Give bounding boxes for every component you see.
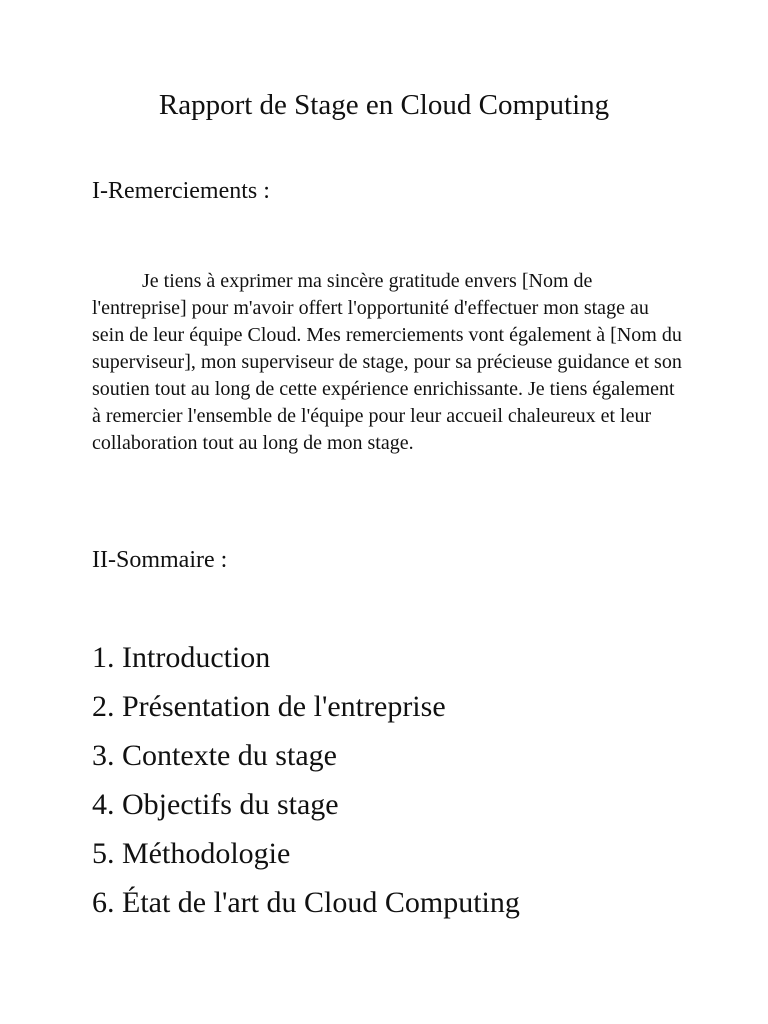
sommaire-item-objectifs: 4. Objectifs du stage xyxy=(92,788,339,821)
heading-remerciements: I-Remerciements : xyxy=(92,178,270,204)
sommaire-item-introduction: 1. Introduction xyxy=(92,641,271,674)
sommaire-list xyxy=(92,633,520,927)
sommaire-item-etat-de-l-art: 6. État de l'art du Cloud Computing xyxy=(92,886,520,919)
document-title: Rapport de Stage en Cloud Computing xyxy=(158,89,610,121)
sommaire-item-presentation: 2. Présentation de l'entreprise xyxy=(92,690,446,723)
remerciements-paragraph: Je tiens à exprimer ma sincère gratitude envers [Nom de l'entreprise] pour m'avoir offert l'opportunité d'effectuer mon stage au sein de leur équipe Cloud. Mes remerciements vont également à [Nom du superviseur], mon superviseur de stage, pour sa précieuse guidance et son soutien tout au long de cette expérience enrichissante. Je tiens également à remercier l'ensemble de l'équipe pour leur accueil chaleureux et leur collaboration tout au long de mon stage. xyxy=(92,270,682,454)
sommaire-item-methodologie: 5. Méthodologie xyxy=(92,837,291,870)
heading-sommaire: II-Sommaire : xyxy=(92,547,228,573)
sommaire-item-contexte: 3. Contexte du stage xyxy=(92,739,337,772)
